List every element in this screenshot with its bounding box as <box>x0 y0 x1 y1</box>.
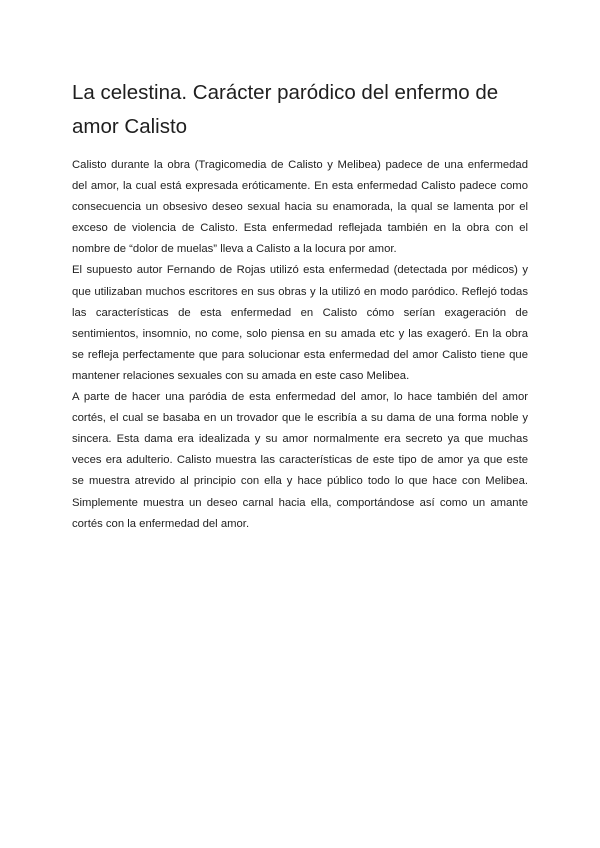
document-title: La celestina. Carácter paródico del enfermo de amor Calisto <box>72 81 499 138</box>
paragraph-1: Calisto durante la obra (Tragicomedia de Calisto y Melibea) padece de una enfermedad del amor, la cual está expresada eróticamente. En esta enfermedad Calisto padece como consecuencia un obsesivo deseo sexual hacia su enamorada, la qual se lamenta por el exceso de violencia de Calisto. Esta enfermedad reflejada también en la obra con el nombre de “dolor de muelas” lleva a Calisto a la locura por amor. <box>72 159 528 256</box>
paragraph-2: El supuesto autor Fernando de Rojas utilizó esta enfermedad (detectada por médicos) y que utilizaban muchos escritores en sus obras y la utilizó en modo paródico. Reflejó todas las características de esta enfermedad en Calisto cómo serían exageración de sentimientos, insomnio, no come, solo piensa en su amada etc y las exageró. En la obra se refleja perfectamente que para solucionar esta enfermedad del amor Calisto tiene que mantener relaciones sexuales con su amada en este caso Melibea. <box>72 264 528 382</box>
paragraph-3: A parte de hacer una paródia de esta enfermedad del amor, lo hace también del amor cortés, el cual se basaba en un trovador que le escribía a su dama de una forma noble y sincera. Esta dama era idealizada y su amor normalmente era secreto ya que muchas veces era adulterio. Calisto muestra las características de este tipo de amor ya que este se muestra atrevido al principio con ella y hace público todo lo que hace con Melibea. Simplemente muestra un deseo carnal hacia ella, comportándose así como un amante cortés con la enfermedad del amor. <box>72 391 528 530</box>
document-body <box>72 155 528 535</box>
